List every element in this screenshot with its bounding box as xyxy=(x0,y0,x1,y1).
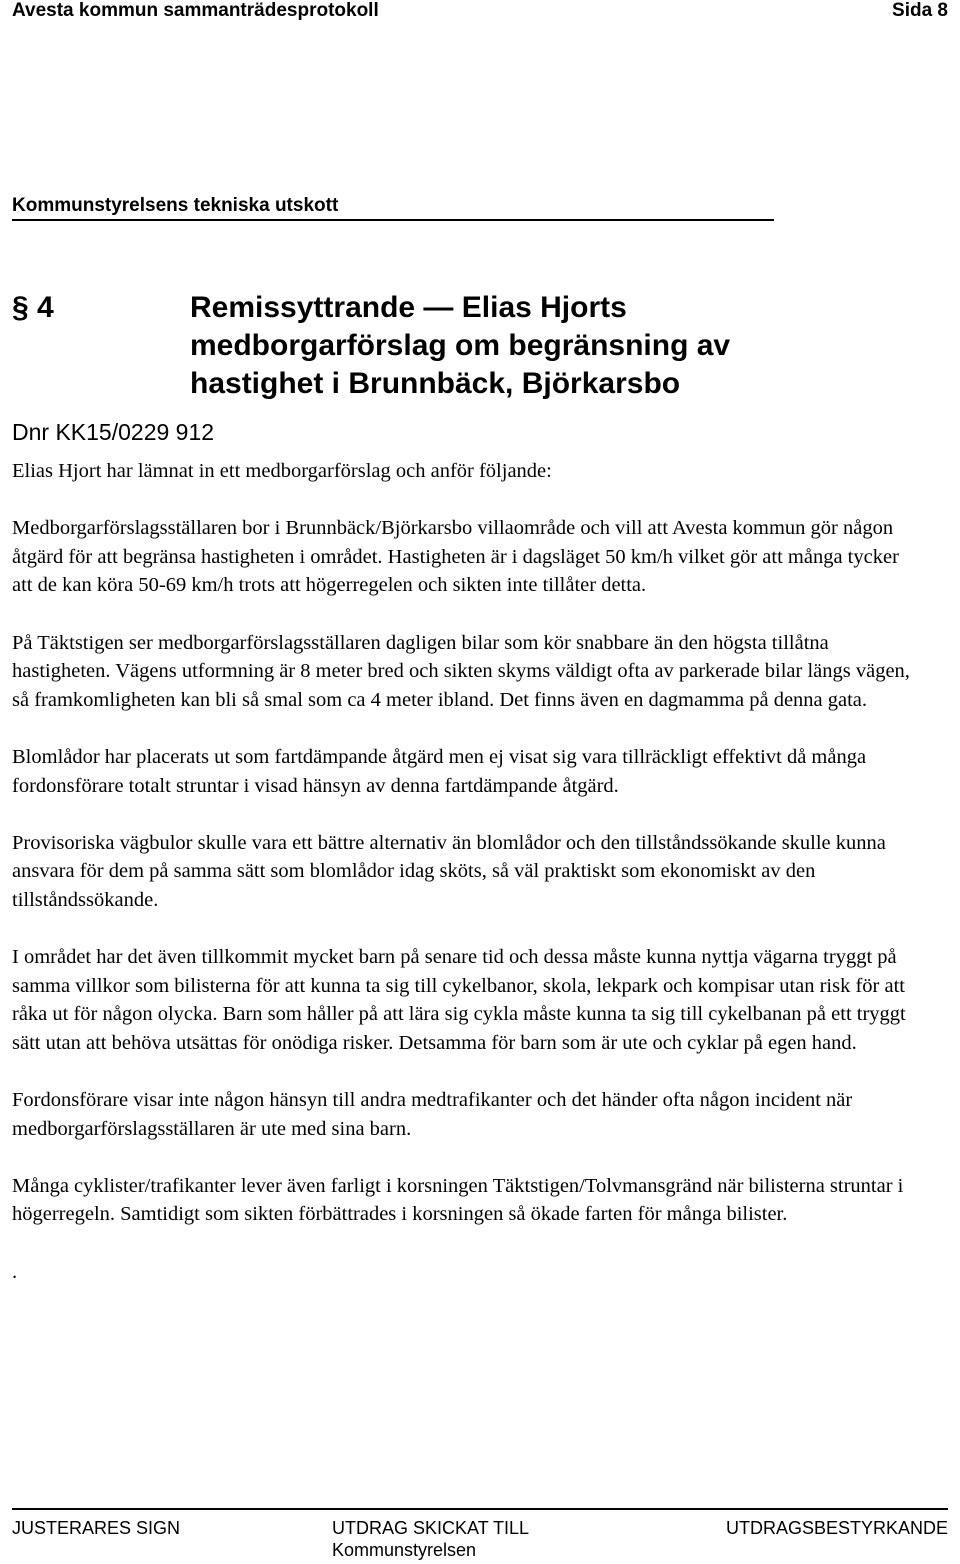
footer-signature-label: JUSTERARES SIGN xyxy=(12,1518,181,1538)
section-title-line: hastighet i Brunnbäck, Björkarsbo xyxy=(190,367,681,400)
body-paragraph: Medborgarförslagsställaren bor i Brunnbäck/Björkarsbo villaområde och vill att Avesta kommun gör någon åtgärd för att begränsa hastigheten i området. Hastigheten är i dagsläget 50 km/h vilket gör att många tycker att de kan köra 50-69 km/h trots att högerregelen och sikten inte tillåter detta. xyxy=(12,517,899,597)
body-paragraph: . xyxy=(12,1260,18,1283)
body-paragraph: Provisoriska vägbulor skulle vara ett bättre alternativ än blomlådor och den tillståndssökande skulle kunna ansvara för dem på samma sätt som blomlådor idag sköts, så väl praktiskt som ekonomiskt av den tillståndssökande. xyxy=(12,831,886,911)
body-paragraph: Elias Hjort har lämnat in ett medborgarförslag och anför följande: xyxy=(12,460,552,482)
document-body xyxy=(12,457,912,1315)
body-paragraph: På Täktstigen ser medborgarförslagsställaren dagligen bilar som kör snabbare än den högsta tillåtna hastigheten. Vägens utformning är 8 meter bred och sikten skyms väldigt ofta av parkerade bilar längs vägen, så framkomligheten kan bli så smal som ca 4 meter ibland. Det finns även en dagmamma på denna gata. xyxy=(12,631,910,711)
footer-extract-sent-label: UTDRAG SKICKAT TILL xyxy=(332,1518,530,1538)
section-title xyxy=(190,289,890,403)
document-header-title: Avesta kommun sammanträdesprotokoll xyxy=(12,0,379,21)
committee-divider xyxy=(12,219,774,221)
body-paragraph: Fordonsförare visar inte någon hänsyn till andra medtrafikanter och det händer ofta någon incident när medborgarförslagsställaren är ute med sina barn. xyxy=(12,1089,853,1140)
body-paragraph: Många cyklister/trafikanter lever även farligt i korsningen Täktstigen/Tolvmansgränd när bilisterna struntar i högerregeln. Samtidigt som sikten förbättrades i korsningen så ökade farten för många bilister. xyxy=(12,1174,904,1226)
section-title-line: Remissyttrande — Elias Hjorts xyxy=(190,291,627,324)
footer-divider xyxy=(12,1508,948,1510)
case-number: Dnr KK15/0229 912 xyxy=(12,419,215,445)
body-paragraph: Blomlådor har placerats ut som fartdämpande åtgärd men ej visat sig vara tillräckligt effektivt då många fordonsförare totalt struntar i visad hänsyn av denna fartdämpande åtgärd. xyxy=(12,745,867,797)
body-paragraph: I området har det även tillkommit mycket barn på senare tid och dessa måste kunna nyttja vägarna tryggt på samma villkor som bilisterna för att kunna ta sig till cykelbanor, skola, lekpark och kompisar utan risk för att råka ut för någon olycka. Barn som håller på att lära sig cykla måste kunna ta sig till cykelbanan på ett tryggt sätt utan att behöva utsättas för onödiga risker. Detsamma för barn som är ute och cyklar på egen hand. xyxy=(12,946,906,1054)
section-number: § 4 xyxy=(12,291,54,324)
committee-name: Kommunstyrelsens tekniska utskott xyxy=(12,195,339,216)
footer-certification-label: UTDRAGSBESTYRKANDE xyxy=(725,1518,948,1538)
section-title-line: medborgarförslag om begränsning av xyxy=(190,329,731,362)
footer-extract-sent xyxy=(332,1517,529,1561)
page-number: Sida 8 xyxy=(892,0,948,21)
footer-extract-recipient: Kommunstyrelsen xyxy=(332,1540,477,1560)
